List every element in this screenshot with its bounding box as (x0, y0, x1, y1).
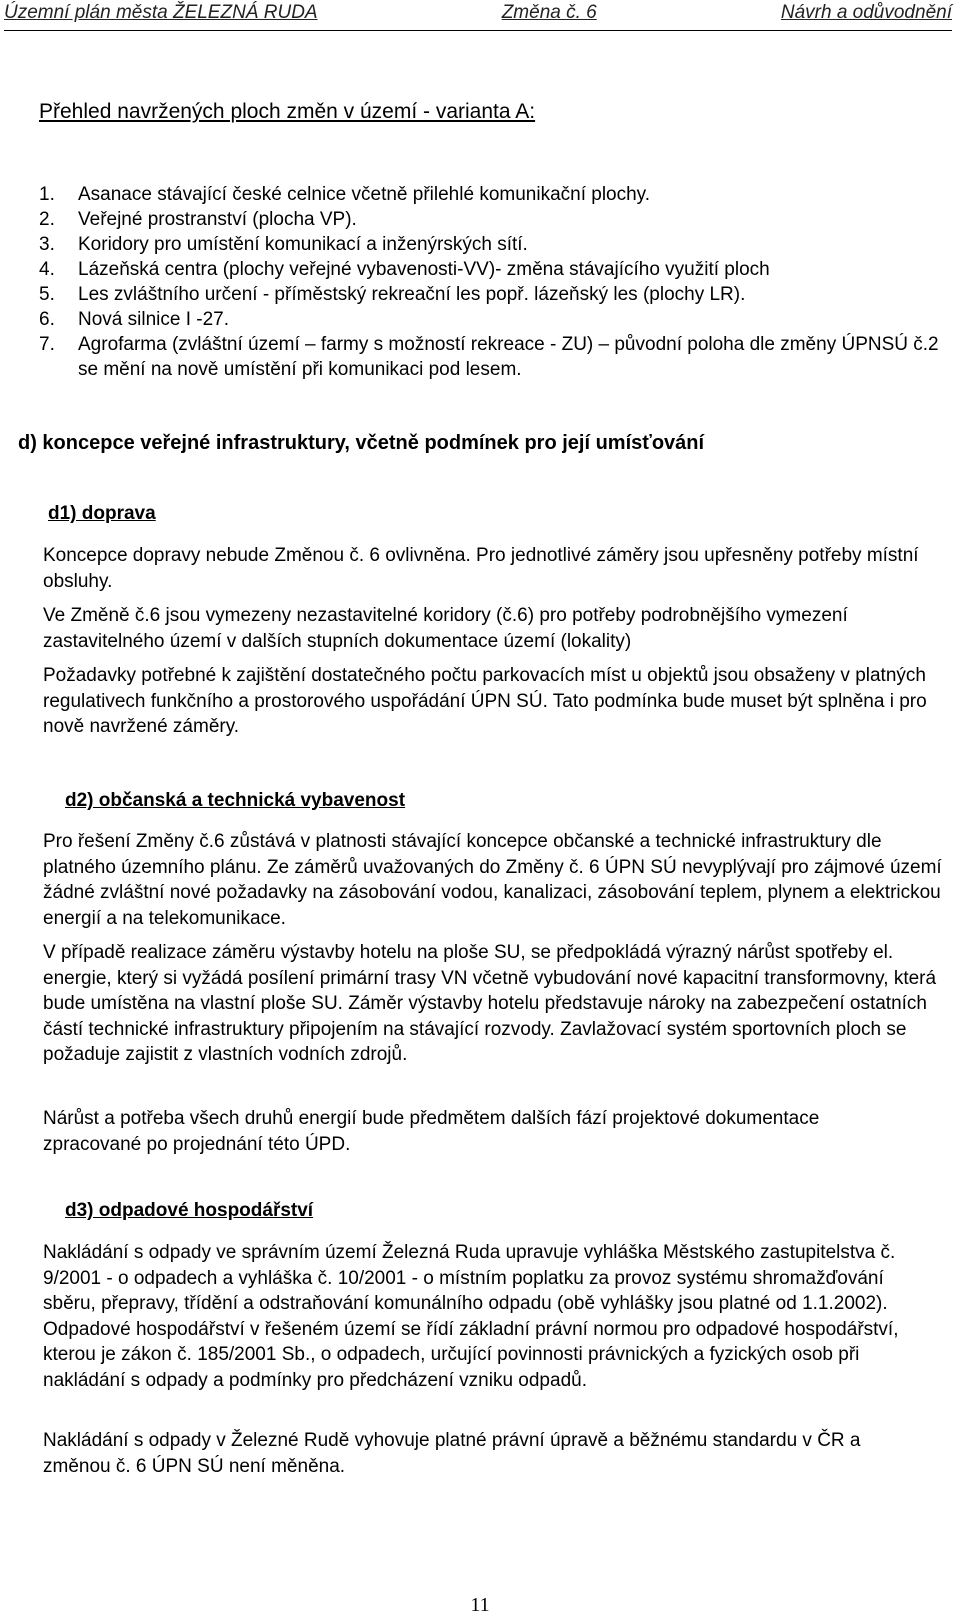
overview-list-item (39, 257, 939, 282)
overview-item-text: Les zvláštního určení - příměstský rekreační les popř. lázeňský les (plochy LR). (78, 284, 746, 305)
overview-title: Přehled navržených ploch změn v území - varianta A: (39, 100, 536, 123)
d2-paragraph-1: Pro řešení Změny č.6 zůstává v platnosti stávající koncepce občanské a technické infrastruktury dle platného územního plánu. Ze záměrů uvažovaných do Změny č. 6 ÚPN SÚ nevyplývají pro zájmové území žádné zvláštní nové požadavky na zásobování vodou, kanalizaci, zásobování teplem, plynem a elektrickou energií a na telekomunikace. (43, 831, 942, 929)
overview-item-text: Nová silnice I -27. (78, 309, 230, 330)
d3-paragraph-2: Nakládání s odpady v Železné Rudě vyhovuje platné právní úpravě a běžnému standardu v ČR a změnou č. 6 ÚPN SÚ není měněna. (43, 1430, 861, 1477)
header-change: Změna č. 6 (501, 2, 597, 23)
overview-item-number: 1. (39, 184, 55, 205)
overview-item-text: Koridory pro umístění komunikací a inženýrských sítí. (78, 234, 528, 255)
overview-item-text: Agrofarma (zvláštní území – farmy s možností rekreace - ZU) – původní poloha dle změny ÚPNSÚ č.2 se mění na nově umístění při komunikaci pod lesem. (78, 334, 939, 380)
overview-item-number: 6. (39, 309, 55, 330)
overview-list-item (39, 307, 939, 332)
page-header (4, 2, 952, 31)
overview-list-item (39, 282, 939, 307)
d3-paragraph-1: Nakládání s odpady ve správním území Železná Ruda upravuje vyhláška Městského zastupitelstva č. 9/2001 - o odpadech a vyhláška č. 10/2001 - o místním poplatku za provoz systému shromažďování sběru, přepravy, třídění a odstraňování komunálního odpadu (obě vyhlášky jsou platné od 1.1.2002). Odpadové hospodářství v řešeném území se řídí základní právní normou pro odpadové hospodářství, kterou je zákon č. 185/2001 Sb., o odpadech, určující povinnosti právnických a fyzických osob při nakládání s odpady a podmínky pro předcházení vzniku odpadů. (43, 1242, 899, 1391)
d2-title: d2) občanská a technická vybavenost (65, 790, 406, 811)
header-doc-name: Územní plán města ŽELEZNÁ RUDA (4, 2, 318, 23)
d1-paragraph-2: Ve Změně č.6 jsou vymezeny nezastavitelné koridory (č.6) pro potřeby podrobnějšího vymezení zastavitelného území v dalších stupních dokumentace území (lokality) (43, 605, 848, 652)
page-number: 11 (470, 1594, 490, 1616)
d2-paragraph-2: V případě realizace záměru výstavby hotelu na ploše SU, se předpokládá výrazný nárůst spotřeby el. energie, který si vyžádá posílení primární trasy VN včetně vybudování nové kapacitní transformovny, která bude umístěna na vlastní ploše SU. Záměr výstavby hotelu představuje nároky na zabezpečení ostatních částí technické infrastruktury připojením na stávající rozvody. Zavlažovací systém sportovních ploch se požaduje zajistit z vlastních vodních zdrojů. (43, 942, 937, 1065)
overview-list (39, 182, 939, 382)
overview-item-number: 4. (39, 259, 55, 280)
overview-item-number: 7. (39, 334, 55, 355)
d1-paragraph-3: Požadavky potřebné k zajištění dostatečného počtu parkovacích míst u objektů jsou obsaženy v platných regulativech funkčního a prostorového uspořádání ÚPN SÚ. Tato podmínka bude muset být splněna i pro nově navržené záměry. (43, 665, 927, 737)
d1-title: d1) doprava (48, 503, 156, 524)
d1-paragraph-1: Koncepce dopravy nebude Změnou č. 6 ovlivněna. Pro jednotlivé záměry jsou upřesněny potřeby místní obsluhy. (43, 545, 919, 592)
d3-title: d3) odpadové hospodářství (65, 1200, 314, 1221)
overview-list-item (39, 182, 939, 207)
overview-item-text: Veřejné prostranství (plocha VP). (78, 209, 357, 230)
overview-item-text: Lázeňská centra (plochy veřejné vybavenosti-VV)- změna stávajícího využití ploch (78, 259, 770, 280)
d2-paragraph-3: Nárůst a potřeba všech druhů energií bude předmětem dalších fází projektové dokumentace zpracované po projednání této ÚPD. (43, 1108, 820, 1155)
overview-list-item (39, 207, 939, 232)
overview-item-number: 3. (39, 234, 55, 255)
overview-list-item (39, 332, 939, 382)
overview-item-number: 2. (39, 209, 55, 230)
section-d-title: d) koncepce veřejné infrastruktury, včetně podmínek pro její umísťování (18, 432, 705, 454)
overview-list-item (39, 232, 939, 257)
overview-item-text: Asanace stávající české celnice včetně přilehlé komunikační plochy. (78, 184, 651, 205)
overview-item-number: 5. (39, 284, 55, 305)
header-part: Návrh a odůvodnění (780, 2, 952, 23)
